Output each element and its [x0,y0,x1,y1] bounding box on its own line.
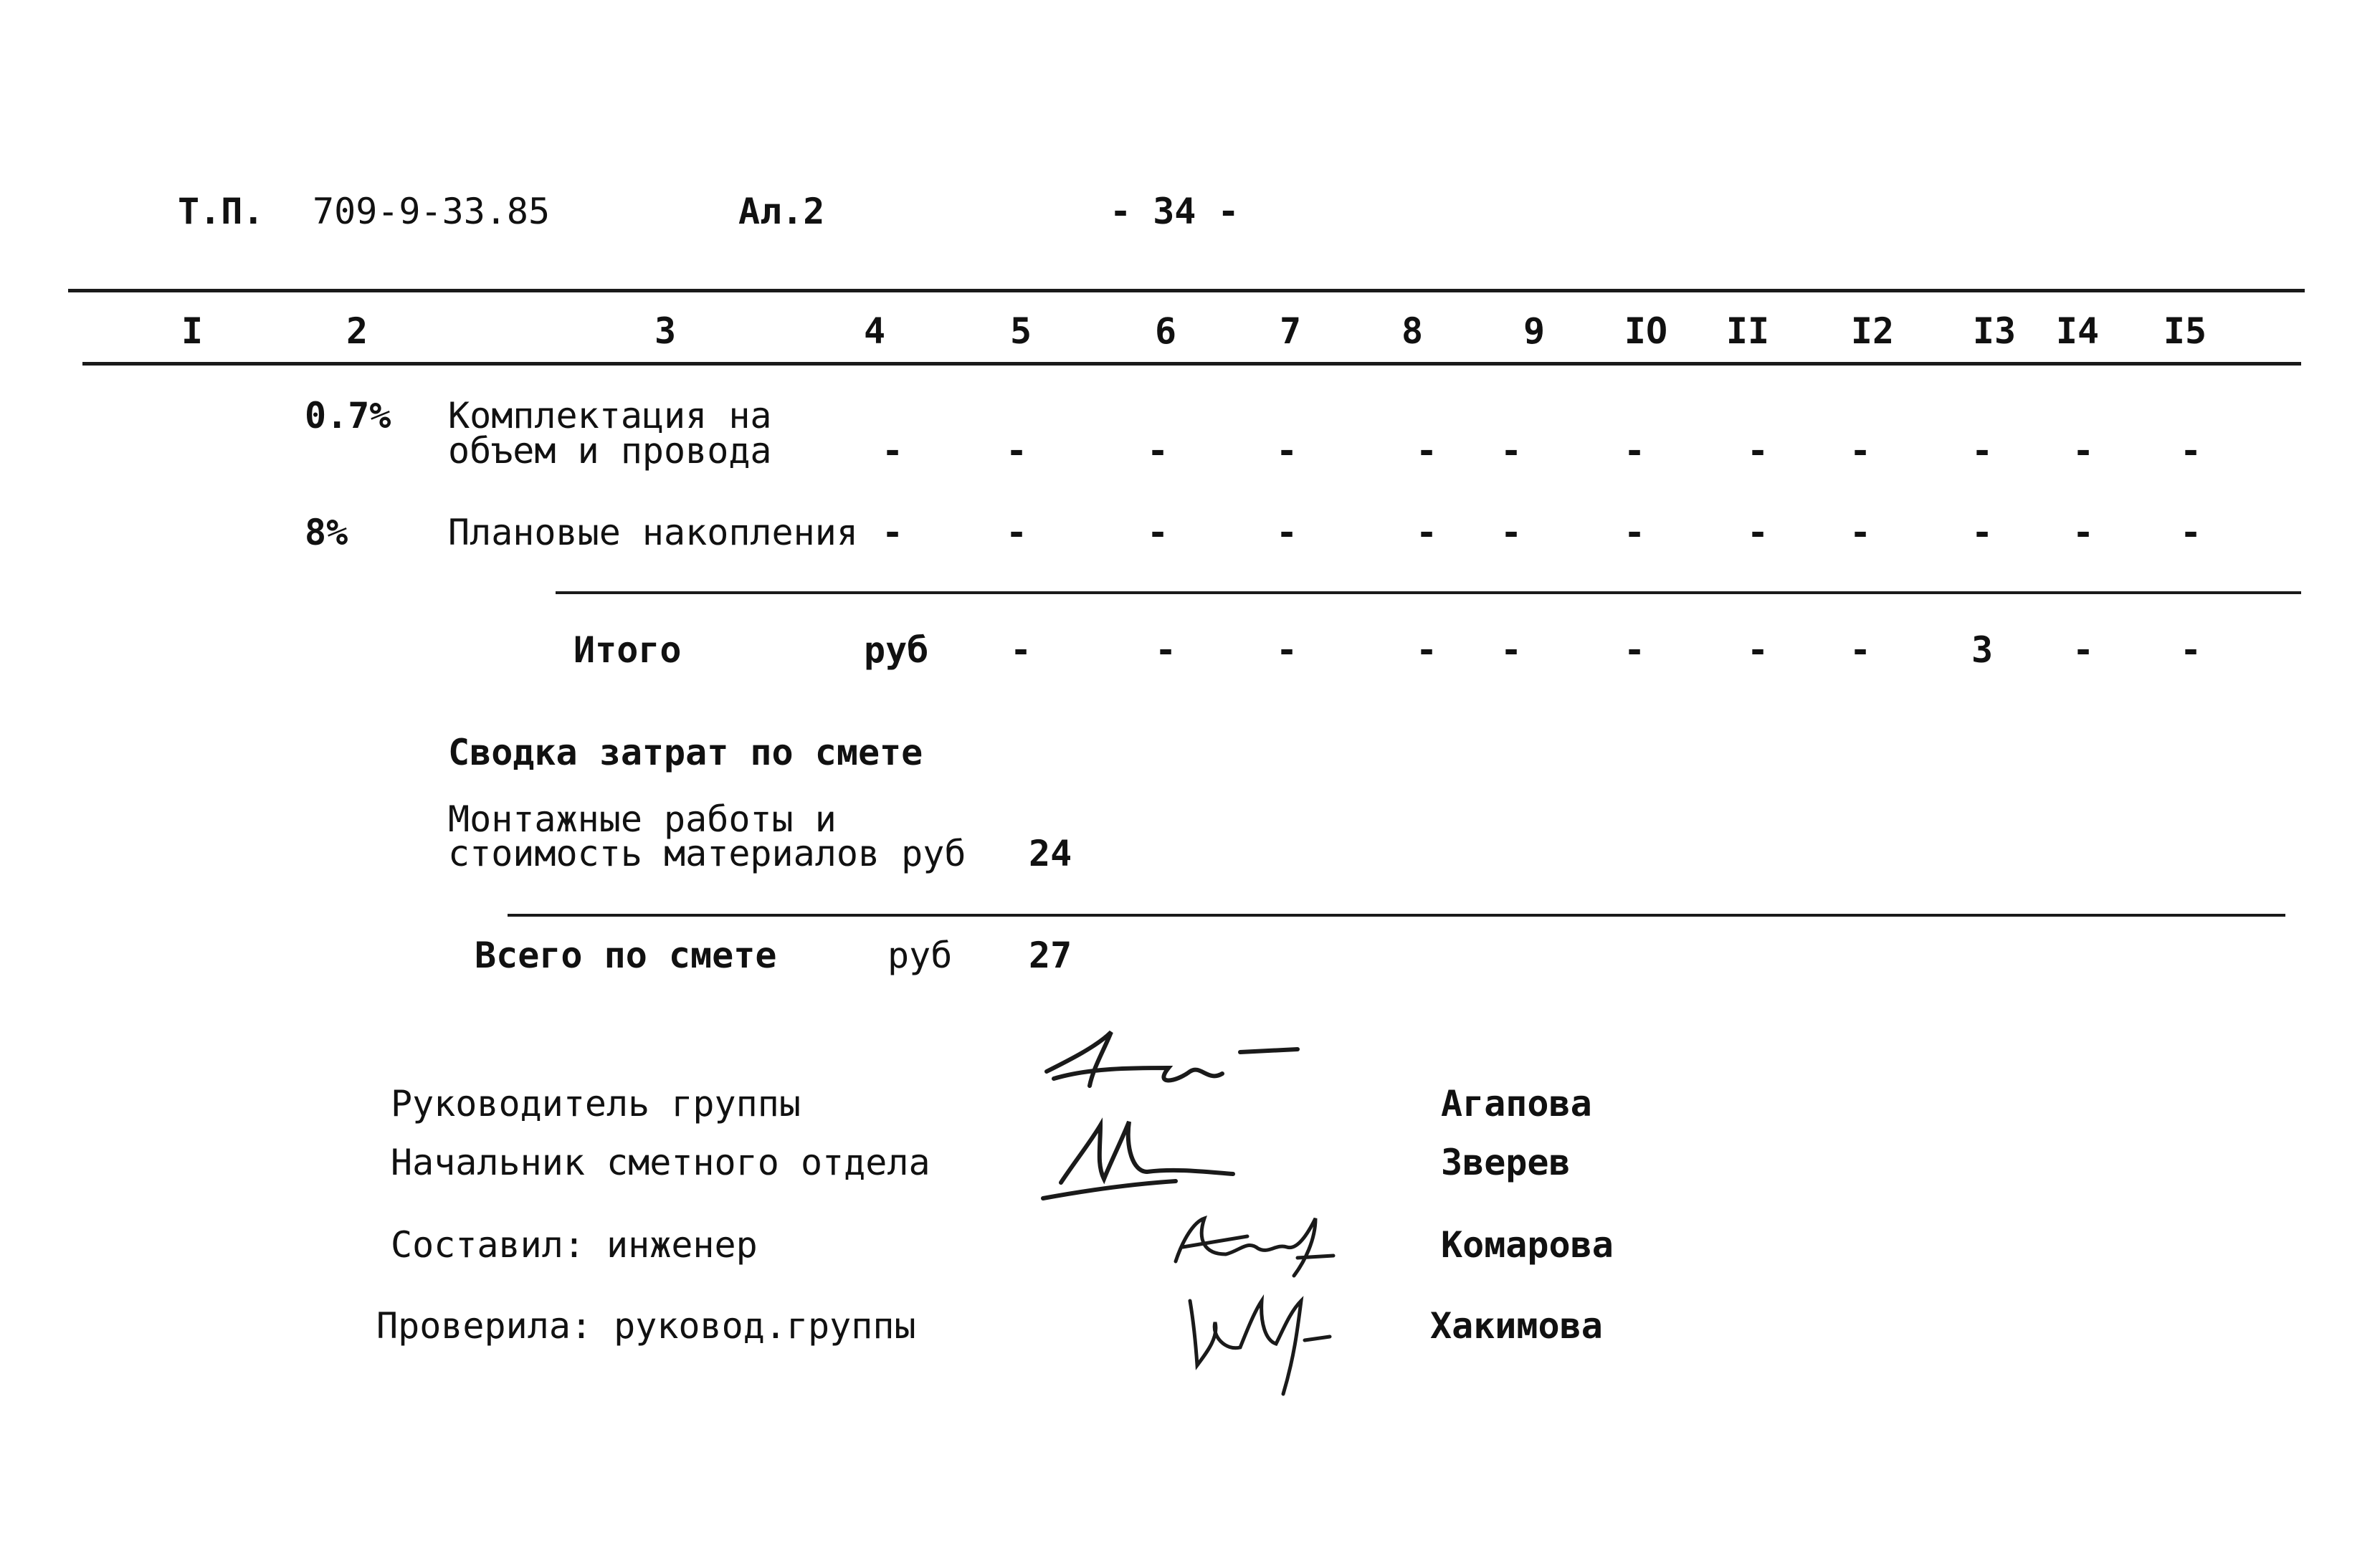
column-number: 7 [1279,310,1302,352]
table-top-rule [68,289,2305,292]
handwritten-signature [1032,1104,1247,1211]
tp-prefix: Т.П. [178,191,265,232]
total-cell: - [1500,629,1523,671]
column-number: 9 [1523,310,1546,352]
total-cell: - [1275,629,1298,671]
row-cell: - [1500,512,1523,553]
total-rule [556,591,2301,594]
total-cell: - [1746,629,1769,671]
row-name: Плановые накопления [448,512,858,553]
column-number: IO [1624,310,1668,352]
total-cell: - [1415,629,1438,671]
grand-value: 27 [1029,935,1072,976]
grand-label: Всего по смете [475,935,777,976]
mount-line: Монтажные работы и [448,798,837,840]
row-cell: - [2072,430,2095,472]
row-cell: - [1623,512,1646,553]
row-cell: - [1849,512,1872,553]
grand-unit: руб [887,935,953,976]
total-cell: - [1009,629,1032,671]
handwritten-signature [1176,1279,1355,1408]
signature-name: Комарова [1441,1224,1614,1266]
total-cell: - [1154,629,1177,671]
signature-role: Составил: инженер [391,1224,758,1266]
total-cell: - [1623,629,1646,671]
row-cell: - [1415,512,1438,553]
row-cell: - [881,430,904,472]
column-number: I5 [2163,310,2207,352]
mount-value: 24 [1029,833,1072,874]
column-number: 6 [1154,310,1177,352]
column-number: I2 [1850,310,1895,352]
total-cell: - [2072,629,2095,671]
row-cell: - [1849,430,1872,472]
row-cell: - [2179,430,2202,472]
album-label: Ал.2 [738,191,825,232]
handwritten-signature [1025,1018,1312,1104]
column-number: I4 [2055,310,2100,352]
row-cell: - [1005,430,1028,472]
total-unit: руб [864,629,929,671]
row-name: Комплектация на [448,395,772,436]
column-number: 2 [346,310,368,352]
total-cell: - [2179,629,2202,671]
signature-name: Хакимова [1430,1305,1603,1347]
column-number: 3 [654,310,677,352]
column-number: 4 [863,310,886,352]
column-number: 5 [1009,310,1032,352]
row-cell: - [1746,512,1769,553]
row-name: объем и провода [448,430,772,472]
row-percent: 0.7% [305,395,391,436]
signature-role: Руководитель группы [391,1083,801,1125]
total-cell: 3 [1971,629,1994,671]
signature-name: Зверев [1441,1142,1571,1183]
total-label: Итого [573,629,682,671]
column-number: I [181,310,204,352]
row-cell: - [1971,430,1994,472]
signature-role: Начальник сметного отдела [391,1142,930,1183]
column-number: II [1726,310,1770,352]
project-code: 709-9-33.85 [313,191,551,232]
column-number: 8 [1401,310,1424,352]
grand-rule [508,914,2285,917]
row-cell: - [1415,430,1438,472]
row-cell: - [1275,512,1298,553]
row-cell: - [1623,430,1646,472]
row-cell: - [1746,430,1769,472]
row-cell: - [1146,430,1169,472]
row-cell: - [1005,512,1028,553]
handwritten-signature [1161,1204,1348,1283]
mount-line: стоимость материалов руб [448,833,966,874]
total-cell: - [1849,629,1872,671]
table-header-bottom-rule [82,362,2301,366]
row-cell: - [1146,512,1169,553]
row-cell: - [881,512,904,553]
signature-name: Агапова [1441,1083,1592,1125]
summary-title: Сводка затрат по смете [448,732,923,773]
column-number: I3 [1972,310,2017,352]
row-cell: - [2179,512,2202,553]
row-cell: - [2072,512,2095,553]
row-cell: - [1971,512,1994,553]
page-number: - 34 - [1110,191,1239,232]
signature-role: Проверила: руковод.группы [376,1305,916,1347]
row-cell: - [1500,430,1523,472]
row-cell: - [1275,430,1298,472]
row-percent: 8% [305,512,348,553]
